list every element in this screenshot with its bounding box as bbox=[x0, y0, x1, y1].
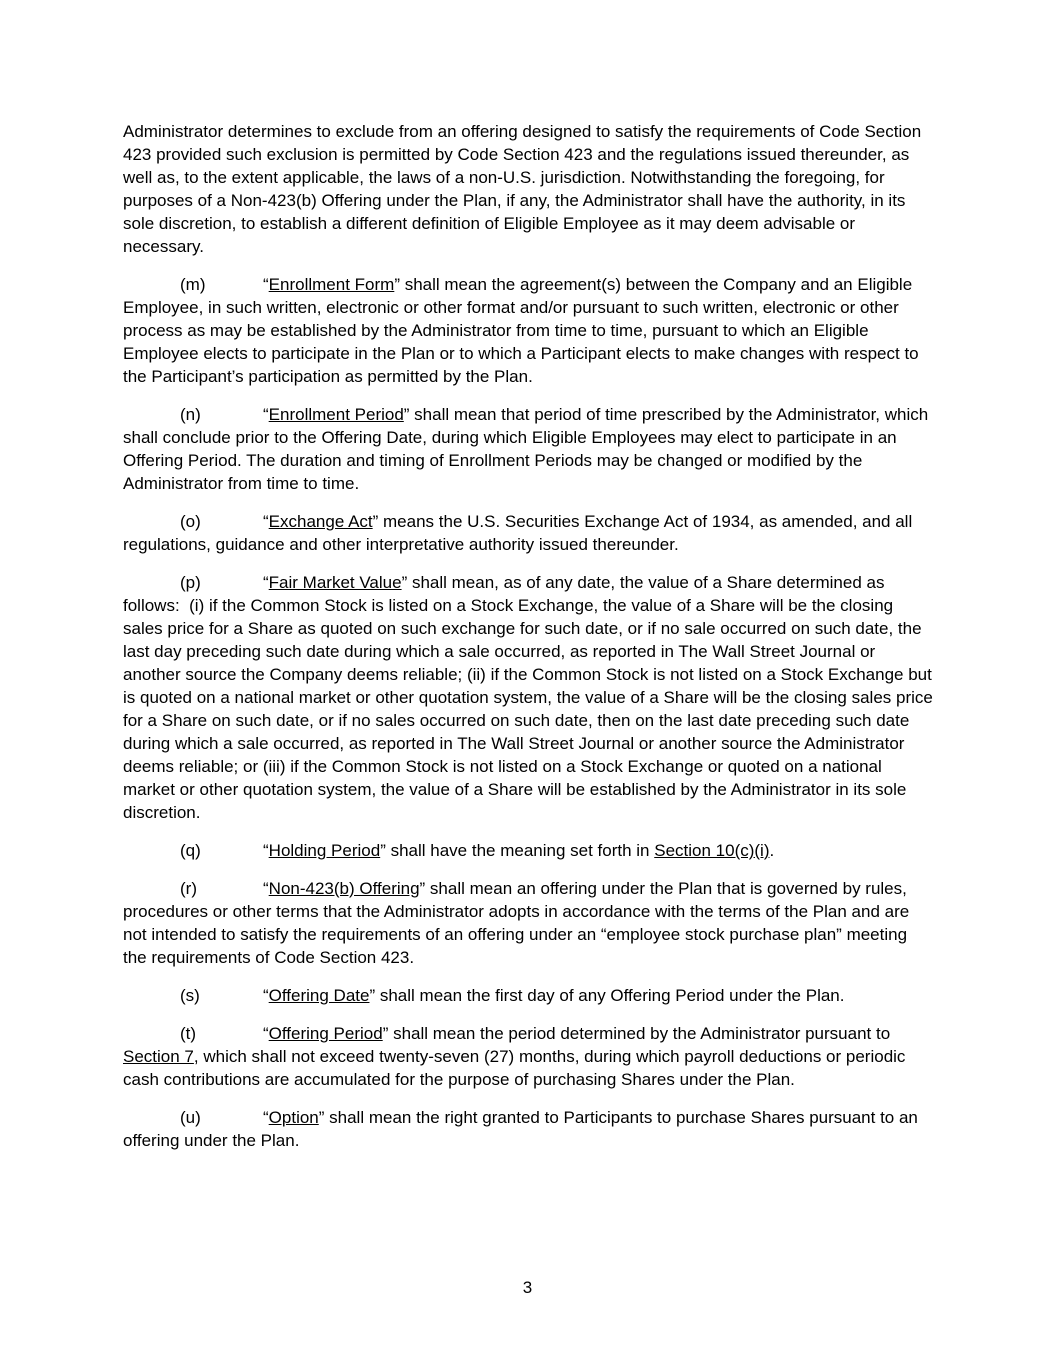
page-number: 3 bbox=[522, 1278, 533, 1297]
text-segment: “ bbox=[263, 573, 269, 592]
text-segment: ” shall mean that period of time prescribed by the Administrator, which shall conclude prior to the Offering Date, during which Eligible Employees may elect to participate in an Offering Period. The duration and timing of Enrollment Periods may be changed or modified by the Administrator from time to time. bbox=[123, 405, 933, 493]
defined-term: Non-423(b) Offering bbox=[268, 879, 420, 898]
definition-paragraph-s bbox=[123, 984, 933, 1007]
text-segment: ” means the U.S. Securities Exchange Act of 1934, as amended, and all regulations, guidance and other interpretative authority issued thereunder. bbox=[123, 512, 917, 554]
definition-label: (s) bbox=[180, 986, 200, 1005]
definition-label: (t) bbox=[180, 1024, 197, 1043]
text-segment: “ bbox=[263, 986, 269, 1005]
text-segment: , which shall not exceed twenty-seven (27) months, during which payroll deductions or periodic cash contributions are accumulated for the purpose of purchasing Shares under the Plan. bbox=[123, 1047, 911, 1089]
text-segment: “ bbox=[263, 1108, 269, 1127]
definition-paragraph-o bbox=[123, 510, 933, 556]
section-reference: Section 10(c)(i) bbox=[654, 841, 770, 860]
definition-label: (u) bbox=[180, 1108, 201, 1127]
definition-paragraph-n bbox=[123, 403, 933, 495]
definition-label: (o) bbox=[180, 512, 201, 531]
text-segment: “ bbox=[263, 879, 269, 898]
definition-paragraph-r bbox=[123, 877, 933, 969]
text-segment: Administrator determines to exclude from an offering designed to satisfy the requirements of Code Section 423 provided such exclusion is permitted by Code Section 423 and the regulations issued thereunder, as well as, to the extent applicable, the laws of a non-U.S. jurisdiction. Notwithstanding the foregoing, for purposes of a Non-423(b) Offering under the Plan, if any, the Administrator shall have the authority, in its sole discretion, to establish a different definition of Eligible Employee as it may deem advisable or necessary. bbox=[123, 122, 926, 256]
text-segment: “ bbox=[263, 1024, 269, 1043]
defined-term: Option bbox=[268, 1108, 319, 1127]
definition-paragraph-p bbox=[123, 571, 938, 824]
defined-term: Enrollment Form bbox=[268, 275, 395, 294]
text-segment: “ bbox=[263, 512, 269, 531]
defined-term: Exchange Act bbox=[268, 512, 373, 531]
defined-term: Offering Date bbox=[268, 986, 370, 1005]
text-segment: . bbox=[769, 841, 775, 860]
definition-label: (p) bbox=[180, 573, 201, 592]
section-reference: Section 7 bbox=[123, 1047, 194, 1066]
text-segment: ” shall have the meaning set forth in bbox=[380, 841, 655, 860]
definition-paragraph-q bbox=[123, 839, 933, 862]
text-segment: ” shall mean the right granted to Participants to purchase Shares pursuant to an offering under the Plan. bbox=[123, 1108, 923, 1150]
text-segment: ” shall mean the period determined by the Administrator pursuant to bbox=[382, 1024, 895, 1043]
defined-term: Offering Period bbox=[268, 1024, 383, 1043]
definition-paragraph-t bbox=[123, 1022, 933, 1091]
defined-term: Holding Period bbox=[268, 841, 381, 860]
text-segment: ” shall mean the first day of any Offering Period under the Plan. bbox=[369, 986, 845, 1005]
definition-label: (m) bbox=[180, 275, 206, 294]
document-body bbox=[123, 120, 938, 1152]
definition-label: (r) bbox=[180, 879, 197, 898]
text-segment: ” shall mean an offering under the Plan that is governed by rules, procedures or other terms that the Administrator adopts in accordance with the terms of the Plan and are not intended to satisfy the requirements of an offering under an “employee stock purchase plan” meeting the requirements of Code Section 423. bbox=[123, 879, 914, 967]
text-segment: ” shall mean the agreement(s) between the Company and an Eligible Employee, in such written, electronic or other format and/or pursuant to such written, electronic or other process as may be established by the Administrator from time to time, pursuant to which an Eligible Employee elects to participate in the Plan or to which a Participant elects to make changes with respect to the Participant’s participation as permitted by the Plan. bbox=[123, 275, 924, 386]
text-segment: “ bbox=[263, 841, 269, 860]
definition-paragraph-u bbox=[123, 1106, 933, 1152]
text-segment: “ bbox=[263, 405, 269, 424]
body-paragraph-intro bbox=[123, 120, 933, 258]
definition-label: (n) bbox=[180, 405, 201, 424]
text-segment: “ bbox=[263, 275, 269, 294]
text-segment: ” shall mean, as of any date, the value of a Share determined as follows: (i) if the Common Stock is listed on a Stock Exchange, the value of a Share will be the closing sales price for a Share as quoted on such exchange for such date, or if no sale occurred on such date, the last day preceding such date during which a sale occurred, as reported in The Wall Street Journal or another source the Company deems reliable; (ii) if the Common Stock is not listed on a Stock Exchange but is quoted on a national market or other quotation system, the value of a Share will be the closing sales price for a Share on such date, or if no sales occurred on such date, then on the last date preceding such date during which a sale occurred, as reported in The Wall Street Journal or another source the Administrator deems reliable; or (iii) if the Common Stock is not listed on a Stock Exchange or quoted on a national market or other quotation system, the value of a Share will be established by the Administrator in its sole discretion. bbox=[123, 573, 938, 822]
definition-paragraph-m bbox=[123, 273, 933, 388]
defined-term: Fair Market Value bbox=[268, 573, 402, 592]
defined-term: Enrollment Period bbox=[268, 405, 404, 424]
definition-label: (q) bbox=[180, 841, 201, 860]
